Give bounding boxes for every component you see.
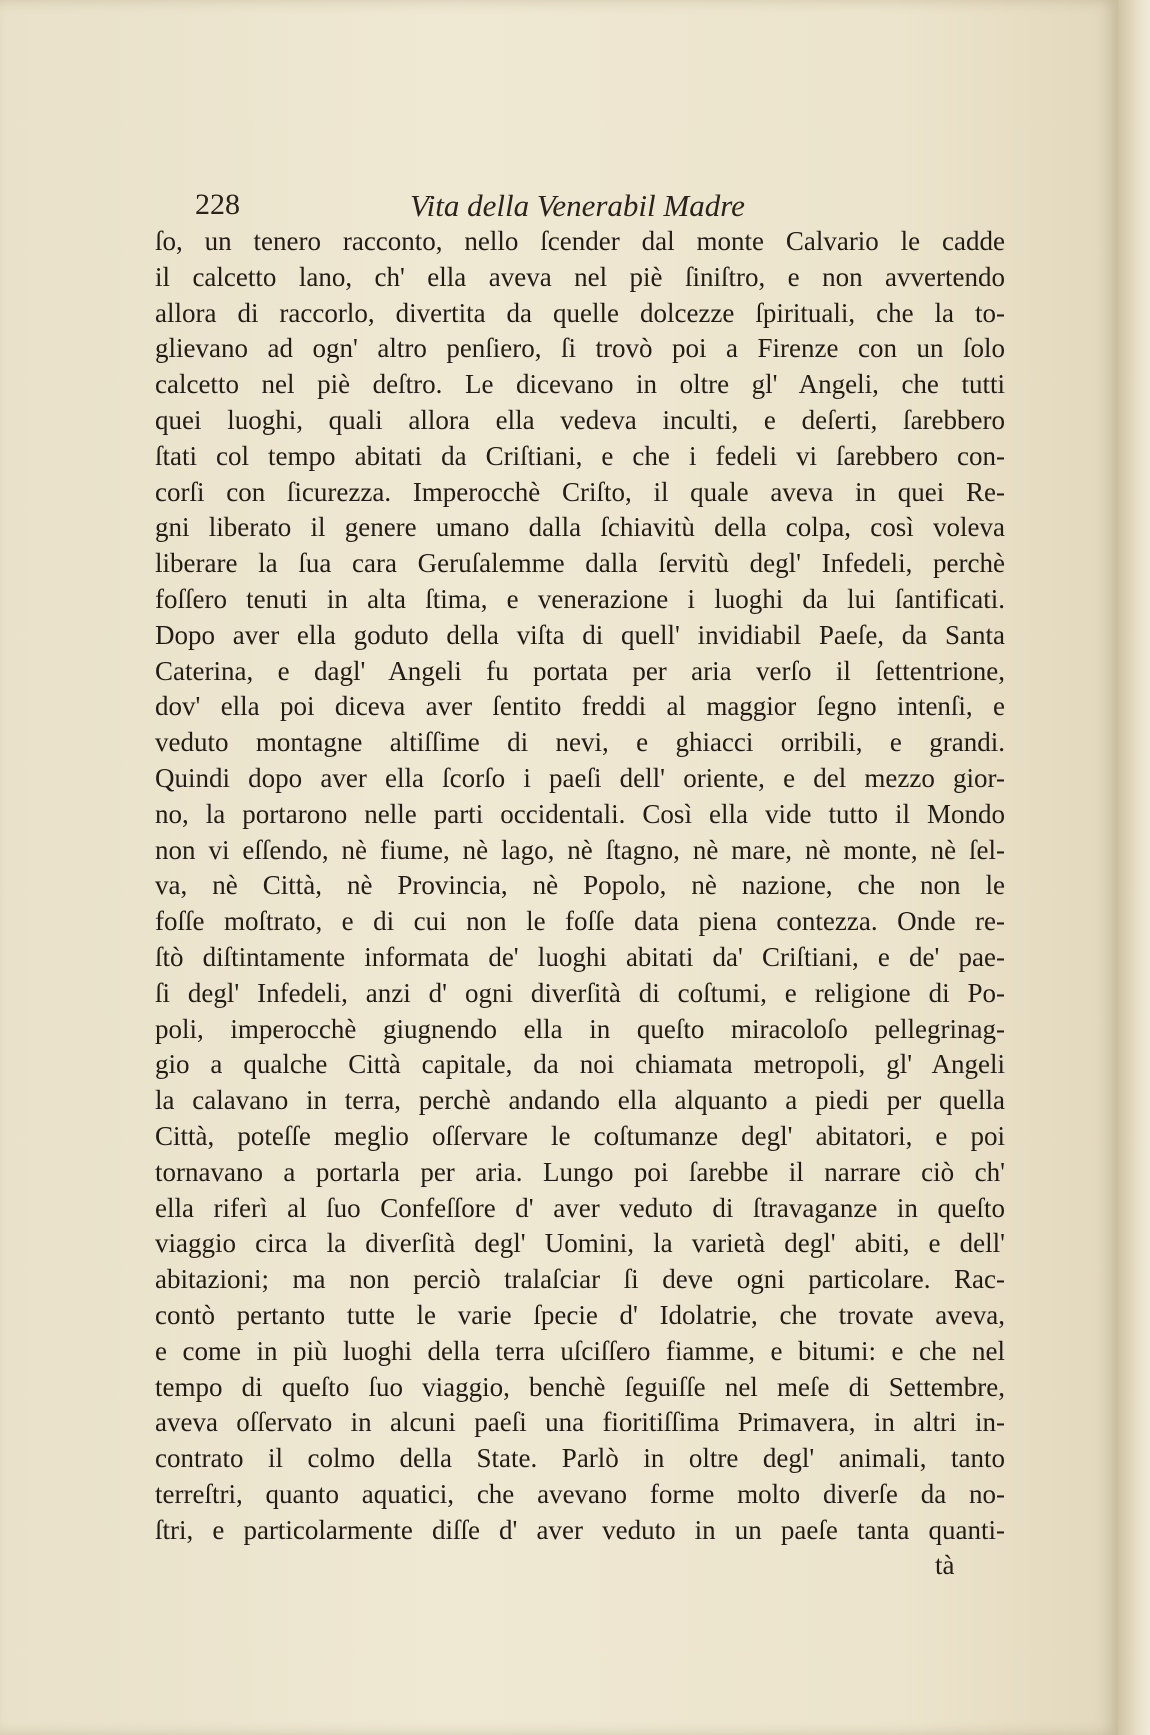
text-line: tornavano a portarla per aria. Lungo poi ſarebbe il narrare ciò ch' [155, 1156, 1005, 1187]
text-line: glievano ad ogn' altro penſiero, ſi trovò poi a Firenze con un ſolo [155, 333, 1005, 364]
text-line: calcetto nel piè deſtro. Le dicevano in oltre gl' Angeli, che tutti [155, 369, 1005, 400]
text-line: tempo di queſto ſuo viaggio, benchè ſeguiſſe nel meſe di Settembre, [155, 1371, 1005, 1402]
text-line: ſi degl' Infedeli, anzi d' ogni diverſità di coſtumi, e religione di Po- [155, 977, 1005, 1008]
text-line: abitazioni; ma non perciò tralaſciar ſi deve ogni particolare. Rac- [155, 1264, 1005, 1295]
catchword: tà [935, 1550, 955, 1580]
text-line: non vi eſſendo, nè fiume, nè lago, nè ſtagno, nè mare, nè monte, nè ſel- [155, 834, 1005, 865]
running-head: Vita della Venerabil Madre [410, 188, 745, 223]
text-line: liberare la ſua cara Geruſalemme dalla ſervitù degl' Infedeli, perchè [155, 548, 1005, 579]
page-edge [1118, 0, 1150, 1735]
text-line: poli, imperocchè giugnendo ella in queſto miracoloſo pellegrinag- [155, 1013, 1005, 1044]
text-line: ſo, un tenero racconto, nello ſcender dal monte Calvario le cadde [155, 226, 1005, 256]
text-line: contò pertanto tutte le varie ſpecie d' Idolatrie, che trovate aveva, [155, 1299, 1005, 1330]
text-line: gio a qualche Città capitale, da noi chiamata metropoli, gl' Angeli [155, 1049, 1005, 1080]
text-line: terreſtri, quanto aquatici, che avevano forme molto diverſe da no- [155, 1478, 1005, 1509]
text-line: ella riferì al ſuo Confeſſore d' aver veduto di ſtravaganze in queſto [155, 1192, 1005, 1223]
text-line: Città, poteſſe meglio oſſervare le coſtumanze degl' abitatori, e poi [155, 1120, 1005, 1151]
text-line: foſſero tenuti in alta ſtima, e venerazione i luoghi da lui ſantificati. [155, 583, 1005, 614]
text-line: no, la portarono nelle parti occidentali. Così ella vide tutto il Mondo [155, 798, 1005, 829]
text-line: veduto montagne altiſſime di nevi, e ghiacci orribili, e grandi. [155, 727, 1005, 758]
text-line: gni liberato il genere umano dalla ſchiavitù della colpa, così voleva [155, 512, 1005, 543]
page-header [195, 188, 1005, 228]
text-line: va, nè Città, nè Provincia, nè Popolo, nè nazione, che non le [155, 870, 1005, 901]
text-line: viaggio circa la diverſità degl' Uomini, la varietà degl' abiti, e dell' [155, 1228, 1005, 1259]
text-line: il calcetto lano, ch' ella aveva nel piè ſiniſtro, e non avvertendo [155, 261, 1005, 292]
text-line: ſtò diſtintamente informata de' luoghi abitati da' Criſtiani, e de' pae- [155, 941, 1005, 972]
text-line: foſſe moſtrato, e di cui non le foſſe data piena contezza. Onde re- [155, 906, 1005, 937]
text-line: contrato il colmo della State. Parlò in oltre degl' animali, tanto [155, 1443, 1005, 1474]
page-number: 228 [195, 188, 240, 221]
body-text [155, 224, 1005, 1548]
text-line: Caterina, e dagl' Angeli fu portata per aria verſo il ſettentrione, [155, 655, 1005, 686]
text-line: Quindi dopo aver ella ſcorſo i paeſi dell' oriente, e del mezzo gior- [155, 762, 1005, 793]
text-line: corſi con ſicurezza. Imperocchè Criſto, il quale aveva in quei Re- [155, 476, 1005, 507]
text-line: quei luoghi, quali allora ella vedeva inculti, e deſerti, ſarebbero [155, 404, 1005, 435]
text-line: ſtri, e particolarmente diſſe d' aver veduto in un paeſe tanta quanti- [155, 1514, 1005, 1545]
text-line: dov' ella poi diceva aver ſentito freddi al maggior ſegno intenſi, e [155, 691, 1005, 722]
text-line: la calavano in terra, perchè andando ella alquanto a piedi per quella [155, 1085, 1005, 1116]
text-line: ſtati col tempo abitati da Criſtiani, e che i fedeli vi ſarebbero con- [155, 440, 1005, 471]
text-line: e come in più luoghi della terra uſciſſero fiamme, e bitumi: e che nel [155, 1335, 1005, 1366]
text-line: aveva oſſervato in alcuni paeſi una fioritiſſima Primavera, in altri in- [155, 1407, 1005, 1438]
text-line: allora di raccorlo, divertita da quelle dolcezze ſpirituali, che la to- [155, 297, 1005, 328]
text-line: Dopo aver ella goduto della viſta di quell' invidiabil Paeſe, da Santa [155, 619, 1005, 650]
